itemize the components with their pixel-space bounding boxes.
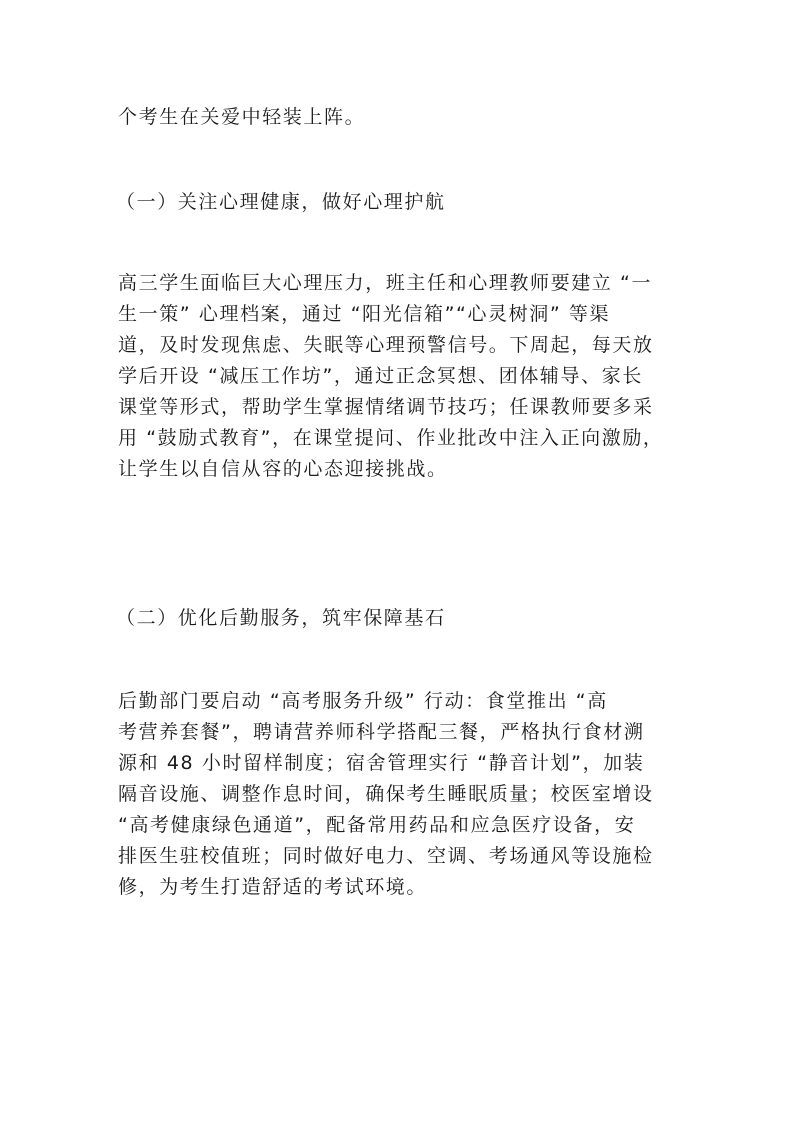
paragraph-mental-health xyxy=(118,268,678,485)
paragraph-line: 修，为考生打造舒适的考试环境。 xyxy=(118,876,428,898)
section-heading-logistics xyxy=(116,603,676,634)
paragraph-line: 排医生驻校值班；同时做好电力、空调、考场通风等设施检 xyxy=(118,845,654,867)
paragraph-line: 个考生在关爱中轻装上阵。 xyxy=(118,106,366,128)
paragraph-logistics xyxy=(118,686,678,903)
paragraph-line: 学后开设 “减压工作坊”，通过正念冥想、团体辅导、家长 xyxy=(118,365,643,387)
paragraph-line: 道，及时发现焦虑、失眠等心理预警信号。下周起，每天放 xyxy=(118,334,654,356)
paragraph-intro-tail xyxy=(118,102,678,133)
paragraph-line: 源和 48 小时留样制度；宿舍管理实行 “静音计划”，加装 xyxy=(118,752,645,774)
paragraph-line: “高考健康绿色通道”，配备常用药品和应急医疗设备，安 xyxy=(118,814,636,836)
paragraph-line: 生一策” 心理档案，通过 “阳光信箱”“心灵树洞” 等渠 xyxy=(118,303,611,325)
paragraph-line: 用 “鼓励式教育”，在课堂提问、作业批改中注入正向激励， xyxy=(118,427,664,449)
paragraph-line: 让学生以自信从容的心态迎接挑战。 xyxy=(118,458,448,480)
paragraph-line: 高三学生面临巨大心理压力，班主任和心理教师要建立 “一 xyxy=(118,272,653,294)
paragraph-line: 后勤部门要启动 “高考服务升级” 行动：食堂推出 “高 xyxy=(118,690,608,712)
section-heading-text: （一）关注心理健康，做好心理护航 xyxy=(116,191,446,213)
paragraph-line: 隔音设施、调整作息时间，确保考生睡眠质量；校医室增设 xyxy=(118,783,654,805)
section-heading-text: （二）优化后勤服务，筑牢保障基石 xyxy=(116,607,446,629)
section-heading-mental-health xyxy=(116,187,676,218)
paragraph-line: 课堂等形式，帮助学生掌握情绪调节技巧；任课教师要多采 xyxy=(118,396,654,418)
paragraph-line: 考营养套餐”，聘请营养师科学搭配三餐，严格执行食材溯 xyxy=(118,721,645,743)
